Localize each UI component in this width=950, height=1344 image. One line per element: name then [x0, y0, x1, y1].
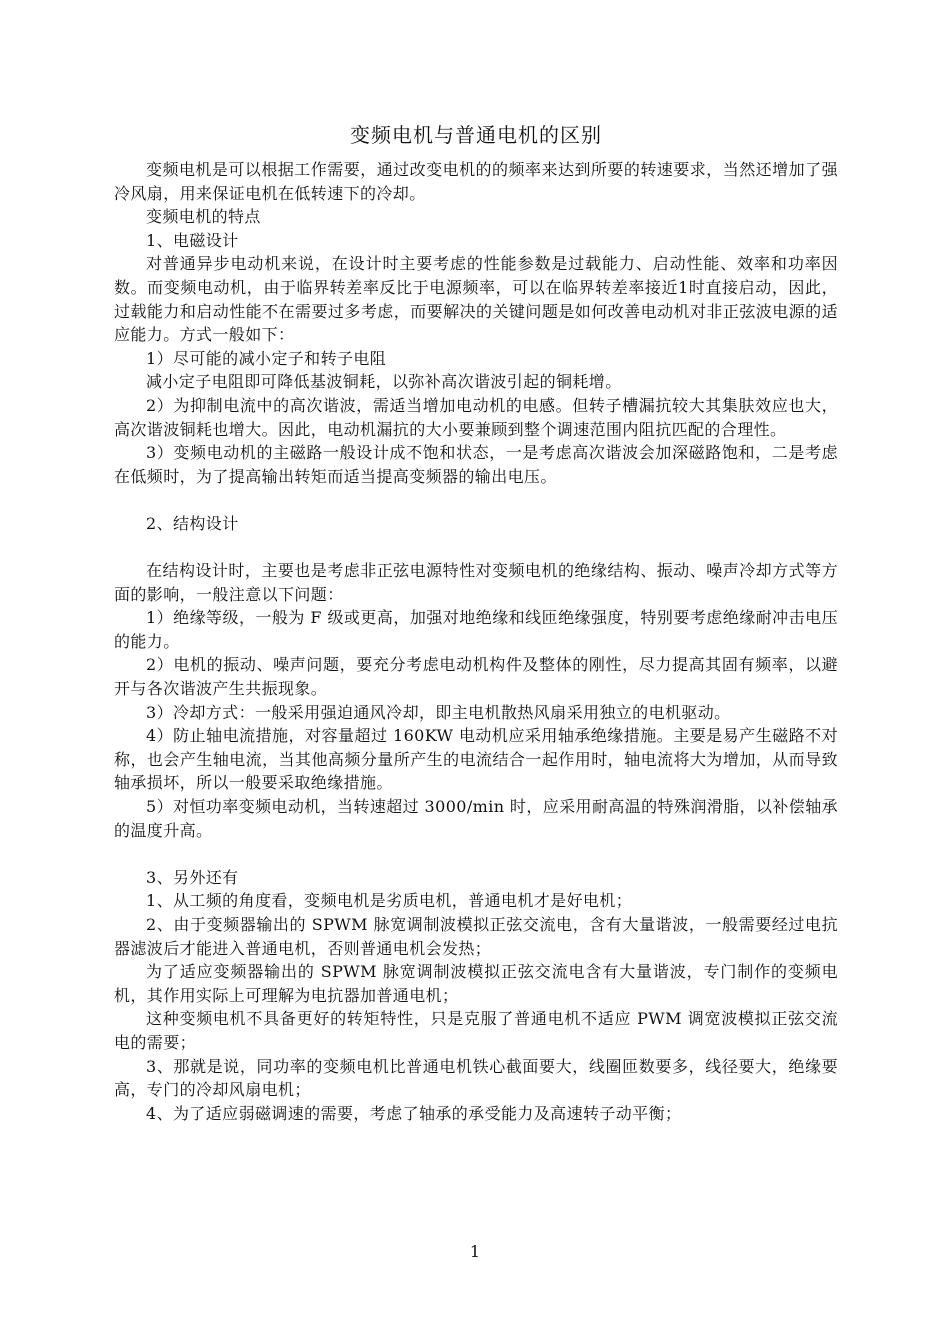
- list-item: 1、从工频的角度看，变频电机是劣质电机，普通电机才是好电机；: [146, 891, 633, 911]
- document-page: [114, 118, 838, 1125]
- section-heading: 1、电磁设计: [146, 230, 239, 250]
- section-heading: 变频电机的特点: [146, 207, 261, 227]
- page-number: 1: [469, 1242, 481, 1261]
- paragraph: 变频电机是可以根据工作需要，通过改变电机的的频率来达到所要的转速要求，当然还增加了强冷风扇，用来保证电机在低转速下的冷却。: [114, 160, 838, 203]
- paragraph: 在结构设计时，主要也是考虑非正弦电源特性对变频电机的绝缘结构、振动、噪声冷却方式等方面的影响，一般注意以下问题：: [114, 561, 838, 604]
- list-item: 5）对恒功率变频电动机，当转速超过 3000/min 时，应采用耐高温的特殊润滑脂，以补偿轴承的温度升高。: [114, 797, 838, 840]
- list-item: 4、为了适应弱磁调速的需要，考虑了轴承的承受能力及高速转子动平衡；: [146, 1103, 682, 1123]
- list-item: 2）电机的振动、噪声问题，要充分考虑电动机构件及整体的刚性，尽力提高其固有频率，以避开与各次谐波产生共振现象。: [114, 655, 838, 699]
- list-item: 4）防止轴电流措施，对容量超过 160KW 电动机应采用轴承绝缘措施。主要是易产生磁路不对称，也会产生轴电流，当其他高频分量所产生的电流结合一起作用时，轴电流将大为增加，从而导致轴承损坏，所以一般要采取绝缘措施。: [114, 726, 838, 793]
- list-item: 1）尽可能的减小定子和转子电阻: [146, 348, 387, 368]
- list-item: 2、由于变频器输出的 SPWM 脉宽调制波模拟正弦交流电，含有大量谐波，一般需要经过电抗器滤波后才能进入普通电机，否则普通电机会发热；: [114, 915, 838, 958]
- section-heading: 2、结构设计: [146, 513, 239, 533]
- section-heading: 3、另外还有: [146, 867, 239, 887]
- blank-line: [114, 536, 838, 560]
- paragraph: 对普通异步电动机来说，在设计时主要考虑的性能参数是过载能力、启动性能、效率和功率因数。而变频电动机，由于临界转差率反比于电源频率，可以在临界转差率接近1时直接启动，因此，过载能力和启动性能不在需要过多考虑，而要解决的关键问题是如何改善电动机对非正弦波电源的适应能力。方式一般如下：: [114, 254, 838, 345]
- list-item: 3）冷却方式：一般采用强迫通风冷却，即主电机散热风扇采用独立的电机驱动。: [146, 702, 731, 722]
- list-item: 3、那就是说，同功率的变频电机比普通电机铁心截面要大，线圈匝数要多，线径要大，绝缘要高，专门的冷却风扇电机；: [114, 1056, 838, 1100]
- document-title: 变频电机与普通电机的区别: [350, 123, 602, 147]
- blank-line: [114, 488, 838, 512]
- list-item: 3）变频电动机的主磁路一般设计成不饱和状态，一是考虑高次谐波会加深磁路饱和，二是考虑在低频时，为了提高输出转矩而适当提高变频器的输出电压。: [114, 443, 838, 486]
- paragraph: 为了适应变频器输出的 SPWM 脉宽调制波模拟正弦交流电含有大量谐波，专门制作的变频电机，其作用实际上可理解为电抗器加普通电机；: [114, 962, 838, 1005]
- paragraph: 减小定子电阻即可降低基波铜耗，以弥补高次谐波引起的铜耗增。: [146, 372, 622, 392]
- paragraph: 这种变频电机不具备更好的转矩特性，只是克服了普通电机不适应 PWM 调宽波模拟正弦交流电的需要；: [114, 1009, 838, 1052]
- blank-line: [114, 842, 838, 866]
- list-item: 1）绝缘等级，一般为 F 级或更高，加强对地绝缘和线匝绝缘强度，特别要考虑绝缘耐冲击电压的能力。: [114, 608, 838, 651]
- list-item: 2）为抑制电流中的高次谐波，需适当增加电动机的电感。但转子槽漏抗较大其集肤效应也大，高次谐波铜耗也增大。因此，电动机漏抗的大小要兼顾到整个调速范围内阻抗匹配的合理性。: [114, 395, 838, 439]
